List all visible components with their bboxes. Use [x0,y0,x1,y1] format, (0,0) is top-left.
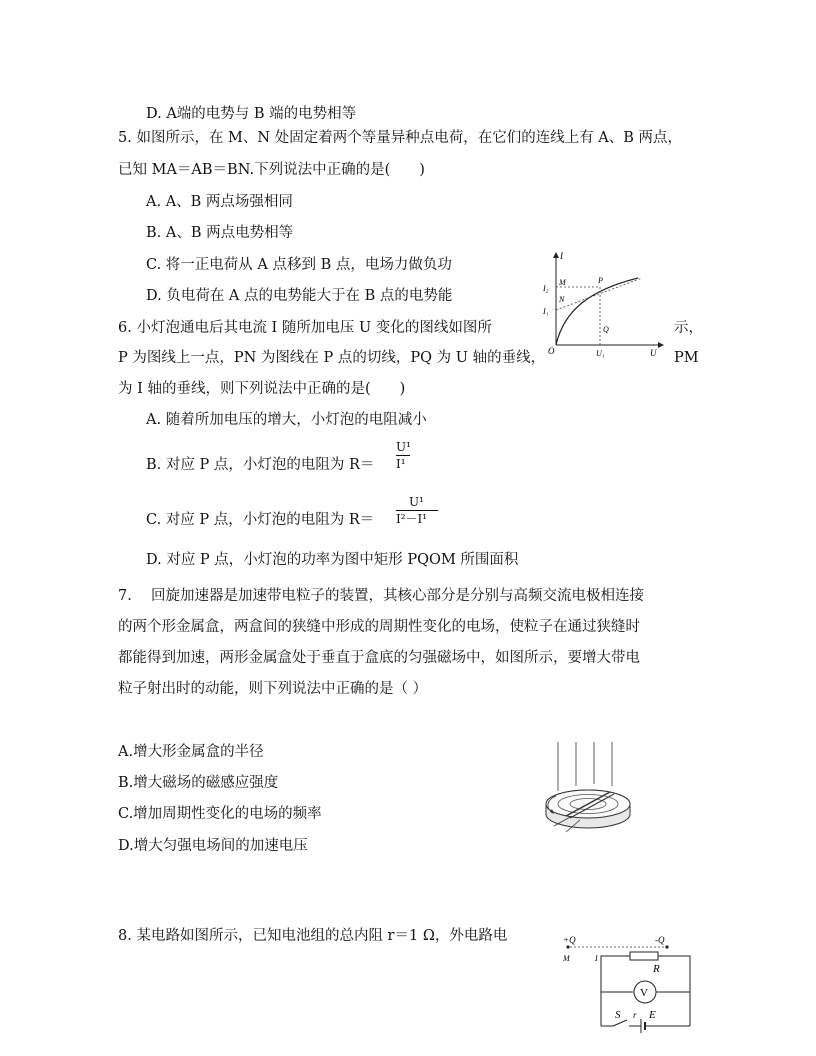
q7-cyclotron-figure [540,736,640,836]
q-label: Q [603,325,609,334]
emf-e-label: E [649,1009,656,1021]
voltmeter-v-label: V [640,987,648,999]
q6-option-c: C. 对应 P 点，小灯泡的电阻为 R＝ [146,512,375,528]
fraction-numerator: U¹ [396,440,411,454]
q5-option-d: D. 负电荷在 A 点的电势能大于在 B 点的电势能 [146,288,453,304]
q6-stem-line3: 为 I 轴的垂线，则下列说法中正确的是( ) [118,381,406,397]
fraction-bar [396,510,438,511]
q7-stem-line2: 的两个形金属盒，两盒间的狭缝中形成的周期性变化的电场，使粒子在通过狭缝时 [118,619,640,635]
fraction-denominator: I²－I¹ [396,512,428,526]
i1-label: I₁ [543,307,549,316]
q6-option-c-fraction [396,495,438,526]
n-label: N [559,295,565,304]
q6-option-a: A. 随着所加电压的增大，小灯泡的电阻减小 [146,412,427,428]
minus-q-label: -Q [655,935,665,945]
q5-stem-line1: 5. 如图所示，在 M、N 处固定着两个等量异种点电荷，在它们的连线上有 A、B 两点， [118,130,683,146]
axis-i-label: I [560,251,563,261]
p-label: P [598,276,603,285]
q6-stem-line1a: 6. 小灯泡通电后其电流 I 随所加电压 U 变化的图线如图所 [118,320,492,336]
q6-option-b-fraction [396,440,411,471]
m-label: M [563,954,570,963]
q6-option-b: B. 对应 P 点，小灯泡的电阻为 R＝ [146,457,375,473]
u1-label: U₁ [596,349,605,358]
q4-option-d: D. A端的电势与 B 端的电势相等 [146,106,357,122]
i2-label: I₂ [543,284,549,293]
plus-q-label: +Q [563,935,576,945]
switch-s-label: S [615,1009,621,1021]
q6-stem-line2a: P 为图线上一点，PN 为图线在 P 点的切线，PQ 为 U 轴的垂线， [118,350,546,366]
q5-stem-line2: 已知 MA＝AB＝BN.下列说法中正确的是( ) [118,162,425,178]
q7-stem-line1: 7. 回旋加速器是加速带电粒子的装置，其核心部分是分别与高频交流电极相连接 [118,588,644,604]
m-label: M [559,278,566,287]
fraction-bar [396,455,410,456]
q7-option-c: C.增加周期性变化的电场的频率 [118,806,322,822]
q8-stem-line1: 8. 某电路如图所示，已知电池组的总内阻 r＝1 Ω，外电路电 [118,928,508,944]
axis-u-label: U [650,348,657,358]
q7-stem-line4: 粒子射出时的动能，则下列说法中正确的是（ ） [118,681,428,697]
q7-option-a: A.增大形金属盒的半径 [118,744,264,760]
q7-option-b: B.增大磁场的磁感应强度 [118,775,279,791]
q8-circuit-figure [555,932,705,1036]
q6-stem-line1b: 示， [674,320,703,336]
q7-option-d: D.增大匀强电场间的加速电压 [118,838,308,854]
q5-option-a: A. A、B 两点场强相同 [146,194,293,210]
q6-option-d: D. 对应 P 点，小灯泡的功率为图中矩形 PQOM 所围面积 [146,552,519,568]
fraction-denominator: I¹ [396,457,406,471]
resistor-r-label: R [653,963,660,975]
q5-option-b: B. A、B 两点电势相等 [146,225,294,241]
fraction-numerator: U¹ [409,495,424,509]
i-label: I [595,954,598,963]
q6-stem-line2b: PM [674,350,699,366]
q5-option-c: C. 将一正电荷从 A 点移到 B 点，电场力做负功 [146,257,452,273]
q6-iu-graph [540,250,665,360]
origin-label: O [548,346,555,356]
q7-stem-line3: 都能得到加速，两形金属盒处于垂直于盒底的匀强磁场中，如图所示，要增大带电 [118,650,640,666]
internal-r-label: r [633,1010,637,1020]
